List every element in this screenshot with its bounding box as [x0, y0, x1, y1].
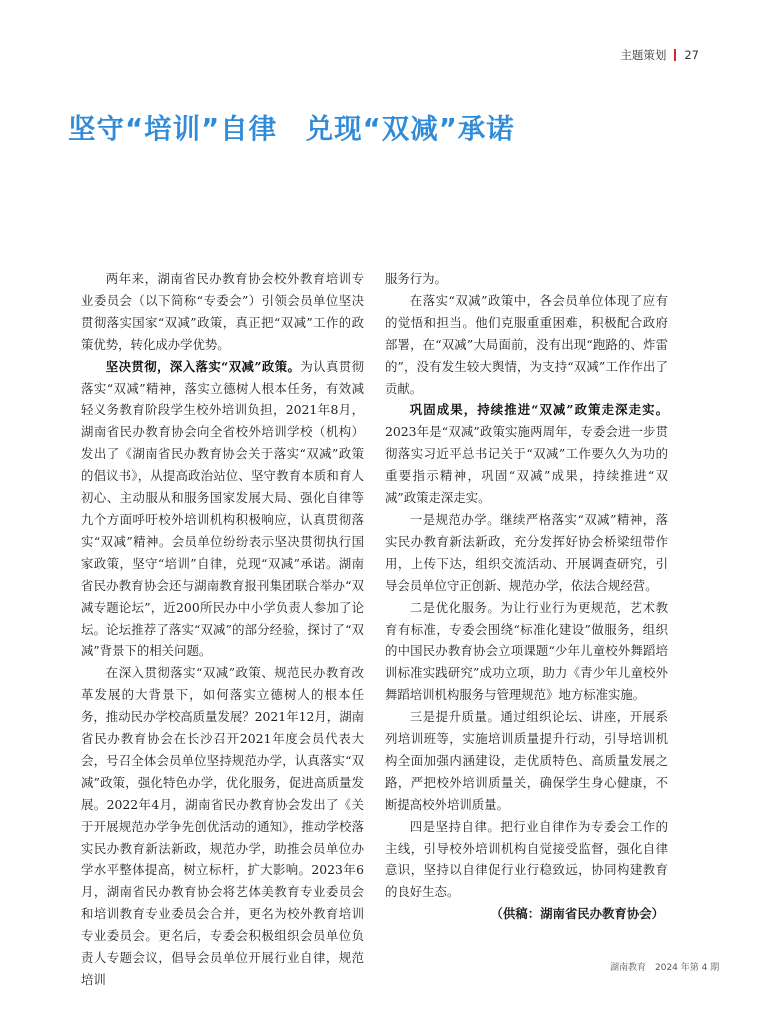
- section-heading: 坚决贯彻，深入落实“双减”政策。: [105, 358, 301, 374]
- right-column: [385, 268, 668, 925]
- paragraph: 三是提升质量。通过组织论坛、讲座，开展系列培训班等，实施培训质量提升行动，引导培训机构全面加强内涵建设，走优质特色、高质量发展之路，严把校外培训质量关，确保学生身心健康，不断提高校外培训质量。: [385, 709, 668, 812]
- paragraph: 一是规范办学。继续严格落实“双减”精神，落实民办教育新法新政，充分发挥好协会桥梁纽带作用，上传下达，组织交流活动、开展调查研究，引导会员单位守正创新、规范办学，依法合规经营。: [385, 511, 668, 593]
- header-divider: [674, 49, 676, 61]
- page-footer: 湖南教育 2024 年第 4 期: [610, 963, 720, 973]
- paragraph: 四是坚持自律。把行业自律作为专委会工作的主线，引导校外培训机构自觉接受监督，强化自律意识，坚持以自律促行业行稳致远，协同构建教育的良好生态。: [385, 818, 668, 900]
- paragraph: 坚决贯彻，深入落实“双减”政策。为认真贯彻落实“双减”精神，落实立德树人根本任务，有效减轻义务教育阶段学生校外培训负担，2021年8月，湖南省民办教育协会向全省校外培训学校（机构）发出了《湖南省民办教育协会关于落实“双减”政策的倡议书》，从提高政治站位、坚守教育本质和育人初心、主动服从和服务国家发展大局、强化自律等九个方面呼吁校外培训机构积极响应，认真贯彻落实“双减”精神。会员单位纷纷表示坚决贯彻执行国家政策，坚守“培训”自律，兑现“双减”承诺。湖南省民办教育协会还与湖南教育报刊集团联合举办“双减专题论坛”，近200所民办中小学负责人参加了论坛。论坛推荐了落实“双减”的部分经验，探讨了“双减”背景下的相关问题。: [81, 358, 364, 659]
- paragraph: 服务行为。: [385, 271, 447, 286]
- paragraph: 在落实“双减”政策中，各会员单位体现了应有的觉悟和担当。他们克服重重困难，积极配合政府部署，在“双减”大局面前，没有出现“跑路的、炸雷的”，没有发生较大舆情，为支持“双减”工作作出了贡献。: [385, 292, 668, 396]
- paragraph: 两年来，湖南省民办教育协会校外教育培训专业委员会（以下简称“专委会”）引领会员单位坚决贯彻落实国家“双减”政策，真正把“双减”工作的政策优势，转化成办学优势。: [81, 271, 364, 352]
- section-label: 主题策划: [620, 48, 667, 62]
- page-number: 27: [684, 48, 699, 62]
- paragraph: 二是优化服务。为让行业行为更规范，艺术教育有标准，专委会围绕“标准化建设”做服务，组织的中国民办教育协会立项课题“少年儿童校外舞蹈培训标准实践研究”成功立项，助力《青少年儿童校外舞蹈培训机构服务与管理规范》地方标准实施。: [385, 599, 668, 703]
- left-column: [81, 268, 364, 991]
- paragraph: 巩固成果，持续推进“双减”政策走深走实。2023年是“双减”政策实施两周年，专委会进一步贯彻落实习近平总书记关于“双减”工作要久久为功的重要指示精神，巩固“双减”成果，持续推进“双减”政策走深走实。: [385, 402, 668, 506]
- paragraph: 在深入贯彻落实“双减”政策、规范民办教育改革发展的大背景下，如何落实立德树人的根本任务，推动民办学校高质量发展？2021年12月，湖南省民办教育协会在长沙召开2021年度会员代表大会，号召全体会员单位坚持规范办学，认真落实“双减”政策，强化特色办学，优化服务，促进高质量发展。2022年4月，湖南省民办教育协会发出了《关于开展规范办学争先创优活动的通知》，推动学校落实民办教育新法新政，规范办学，助推会员单位办学水平整体提高，树立标杆，扩大影响。2023年6月，湖南省民办教育协会将艺体美教育专业委员会和培训教育专业委员会合并，更名为校外教育培训专业委员会。更名后，专委会积极组织会员单位负责人专题会议，倡导会员单位开展行业自律，规范培训: [81, 665, 364, 987]
- page-header: [620, 47, 699, 63]
- section-heading: 巩固成果，持续推进“双减”政策走深走实。: [409, 402, 668, 418]
- article-title: 坚守“培训”自律 兑现“双减”承诺: [68, 113, 515, 145]
- source-credit: （供稿：湖南省民办教育协会）: [490, 906, 664, 922]
